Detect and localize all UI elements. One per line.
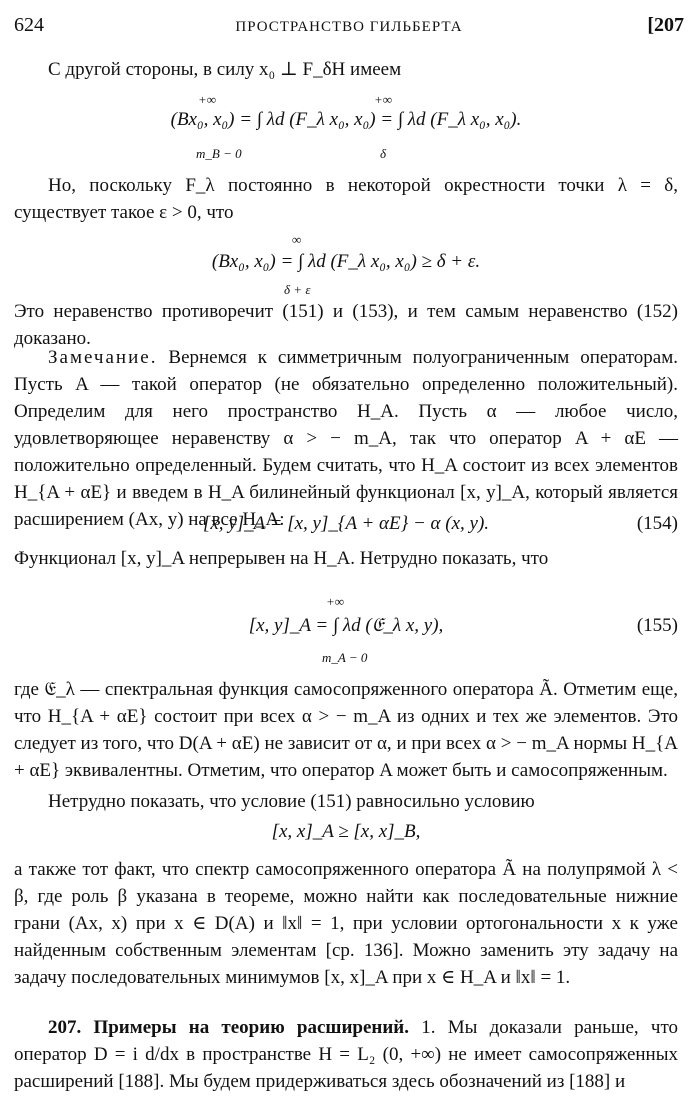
eq1-lower-limit-1: m_B − 0 [196, 146, 242, 161]
running-title: ПРОСТРАНСТВО ГИЛЬБЕРТА [235, 19, 463, 35]
eq1-upper-limit-2: +∞ [374, 92, 393, 107]
eq2-lower-limit: δ + ε [284, 282, 311, 297]
page-number: 624 [14, 14, 44, 36]
eq155-lower-limit: m_A − 0 [322, 650, 368, 665]
equation-154-number: (154) [636, 513, 678, 534]
equation-154: [x, y]_A = [x, y]_{A + αE} − α (x, y). [202, 513, 490, 534]
eq155-upper-limit: +∞ [326, 594, 345, 609]
paragraph-1: С другой стороны, в силу x₀ ⊥ F_δH имеем [48, 59, 402, 80]
paragraph-6: где 𝔈_λ — спектральная функция самосопряженного оператора Ã. Отметим еще, что H_{A + αE} состоит при всех α > − m_A из одних и тех же элементов. Это следует из того, что D(A + αE) не зависит от α, и при всех α > − m_A нормы H_{A + αE} эквивалентны. Отметим, что оператор A может быть и самосопряженным. [14, 679, 678, 781]
eq1-lower-limit-2: δ [380, 146, 387, 161]
page-header [14, 12, 684, 42]
remark-label: Замечание. [48, 347, 158, 368]
paragraph-7: Нетрудно показать, что условие (151) равносильно условию [48, 791, 535, 812]
paragraph-5: Функционал [x, y]_A непрерывен на H_A. Нетрудно показать, что [14, 548, 549, 569]
paragraph-3: Это неравенство противоречит (151) и (153), и тем самым неравенство (152) доказано. [14, 301, 678, 349]
section-207-title: 207. Примеры на теорию расширений. [48, 1017, 410, 1038]
eq1-upper-limit-1: +∞ [198, 92, 217, 107]
section-marker: [207 [647, 14, 684, 36]
eq2-upper-limit: ∞ [292, 232, 302, 247]
equation-1: (Bx₀, x₀) = ∫ λd (F_λ x₀, x₀) = ∫ λd (F_λ x₀, x₀). [170, 109, 522, 130]
equation-155: [x, y]_A = ∫ λd (𝔈_λ x, y), [248, 615, 444, 636]
paragraph-2: Но, поскольку F_λ постоянно в некоторой окрестности точки λ = δ, существует такое ε > 0, что [14, 175, 678, 223]
equation-155-number: (155) [636, 615, 678, 636]
equation-2: (Bx₀, x₀) = ∫ λd (F_λ x₀, x₀) ≥ δ + ε. [211, 251, 481, 272]
paragraph-8: а также тот факт, что спектр самосопряженного оператора Ã на полупрямой λ < β, где роль β указана в теореме, можно найти как последовательные нижние грани (Ax, x) при x ∈ D(A) и ‖x‖ = 1, при условии ортогональности x к уже найденным собственным элементам [ср. 136]. Можно заменить эту задачу на задачу последовательных минимумов [x, x]_A при x ∈ H_A и ‖x‖ = 1. [14, 859, 678, 988]
paragraph-9: 207. Примеры на теорию расширений. 1. Мы доказали раньше, что оператор D = i d/dx в пространстве H = L₂ (0, +∞) не имеет самосопряженных расширений [188]. Мы будем придерживаться здесь обозначений из [188] и [14, 1017, 678, 1092]
paragraph-4: Замечание. Вернемся к симметричным полуограниченным операторам. Пусть A — такой оператор (не обязательно определенно положительный). Определим для него пространство H_A. Пусть α — любое число, удовлетворяющее неравенству α > − m_A, так что оператор A + αE — положительно определенный. Будем считать, что H_A состоит из всех элементов H_{A + αE} и введем в H_A билинейный функционал [x, y]_A, который является расширением (Ax, y) на все H_A: [14, 347, 679, 530]
equation-3: [x, x]_A ≥ [x, x]_B, [271, 821, 421, 842]
